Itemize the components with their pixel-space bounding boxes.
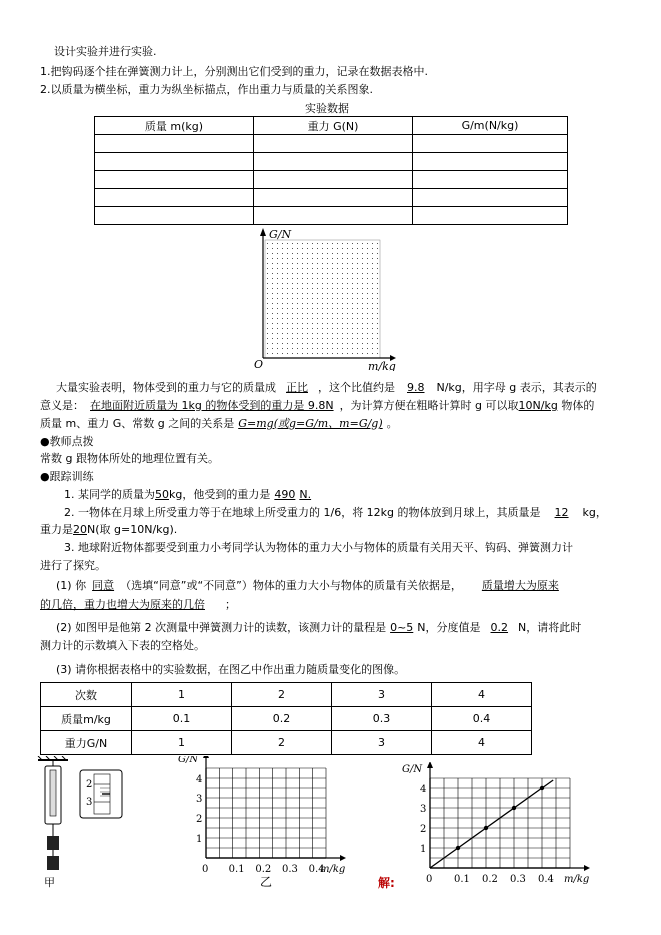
x-tick-label: 0.2 bbox=[255, 864, 272, 875]
conclusion-line-1: 大量实验表明，物体受到的重力与它的质量成 正比 ，这个比值约是 9.8 N/kg，用字母 g 表示，其表示的 bbox=[56, 381, 597, 394]
y-axis-label: G/N bbox=[178, 756, 199, 765]
table-row bbox=[95, 207, 568, 225]
y-tick-label: 1 bbox=[196, 834, 203, 845]
graph1-origin: O bbox=[254, 358, 264, 371]
scale-mark-lower: 3 bbox=[86, 797, 93, 808]
x-tick-label: 0.3 bbox=[510, 874, 526, 885]
table-cell: 0.4 bbox=[432, 707, 532, 731]
question-1: 1. 某同学的质量为50kg，他受到的重力是 490 N. bbox=[64, 488, 312, 501]
teacher-tips-heading: ●教师点拨 bbox=[40, 435, 94, 448]
x-axis-arrow bbox=[340, 855, 346, 861]
conclusion-line-2: 意义是： 在地面附近质量为 1kg 的物体受到的重力是 9.8N ，为计算方便在粗略计算时 g 可以取10N/kg 物体的 bbox=[40, 399, 595, 412]
question-3-line-1: 3. 地球附近物体都要受到重力小考同学认为物体的重力大小与物体的质量有关用天平、钩码、弹簧测力计 bbox=[64, 541, 573, 554]
y-tick-label: 2 bbox=[196, 814, 203, 825]
table-cell: 2 bbox=[232, 683, 332, 707]
data-point bbox=[484, 826, 488, 830]
table-cell: 1 bbox=[132, 731, 232, 755]
y-tick-label: 3 bbox=[420, 804, 427, 815]
x-axis-label: m/kg bbox=[564, 874, 590, 885]
spring-scale-figure bbox=[30, 756, 140, 891]
intro-line-1: 设计实验并进行实验. bbox=[54, 45, 157, 58]
x-axis-arrow bbox=[584, 865, 590, 871]
table1-caption: 实验数据 bbox=[305, 102, 349, 115]
answer-blank: 490 bbox=[274, 488, 296, 501]
answer-blank: 50 bbox=[155, 488, 169, 501]
figure-jia-label: 甲 bbox=[44, 876, 55, 889]
series-line bbox=[430, 780, 553, 868]
answer-blank: G=mg(或g=G/m、m=G/g) bbox=[238, 417, 383, 430]
table-row bbox=[95, 153, 568, 171]
y-tick-label: 3 bbox=[196, 794, 203, 805]
table-row bbox=[95, 189, 568, 207]
x-tick-label: 0.1 bbox=[228, 864, 245, 875]
x-tick-label: 0.4 bbox=[538, 874, 554, 885]
x-tick-label: 0 bbox=[426, 874, 433, 885]
y-axis-arrow bbox=[427, 762, 433, 768]
table-cell: 0.2 bbox=[232, 707, 332, 731]
sub-question-1-line-1: (1) 你 同意 （选填“同意”或“不同意”）物体的重力大小与物体的质量有关依据是， 质量增大为原来 bbox=[56, 579, 559, 592]
table-cell: 1 bbox=[132, 683, 232, 707]
table-cell: 3 bbox=[332, 683, 432, 707]
solution-label: 解: bbox=[378, 876, 395, 890]
data-table-1 bbox=[94, 116, 568, 225]
answer-blank: 同意 bbox=[92, 579, 115, 592]
teacher-tips-text: 常数 g 跟物体所处的地理位置有关。 bbox=[40, 452, 219, 465]
question-2-line-2: 重力是20N(取 g=10N/kg). bbox=[40, 523, 178, 536]
x-axis-label: m/kg bbox=[320, 864, 346, 875]
data-point bbox=[456, 846, 460, 850]
answer-blank: 9.8 bbox=[407, 381, 425, 394]
y-axis-label: G/N bbox=[402, 764, 423, 775]
figure-yi-label: 乙 bbox=[260, 875, 273, 889]
y-tick-label: 2 bbox=[420, 824, 427, 835]
answer-blank: 0~5 bbox=[390, 621, 414, 634]
y-axis-arrow bbox=[203, 756, 209, 758]
answer-blank: 质量增大为原来 bbox=[481, 579, 559, 592]
sub-question-3: (3) 请你根据表格中的实验数据，在图乙中作出重力随质量变化的图像。 bbox=[56, 663, 406, 676]
practice-heading: ●跟踪训练 bbox=[40, 470, 94, 483]
table-row bbox=[95, 135, 568, 153]
graph1-ylabel: G/N bbox=[269, 228, 292, 241]
x-tick-label: 0.3 bbox=[282, 864, 298, 875]
table1-header: 重力 G(N) bbox=[254, 117, 413, 135]
intro-line-3: 2.以质量为横坐标，重力为纵坐标描点，作出重力与质量的关系图象. bbox=[40, 83, 373, 96]
table-row bbox=[41, 731, 532, 755]
table1-header: G/m(N/kg) bbox=[413, 117, 568, 135]
x-tick-label: 0 bbox=[202, 864, 209, 875]
scale-mark-upper: 2 bbox=[86, 779, 93, 790]
data-point bbox=[512, 806, 516, 810]
row-label: 重力G/N bbox=[41, 731, 132, 755]
table-cell: 0.3 bbox=[332, 707, 432, 731]
table-cell: 0.1 bbox=[132, 707, 232, 731]
answer-blank: 正比 bbox=[286, 381, 308, 394]
question-3-line-2: 进行了探究。 bbox=[40, 559, 106, 572]
conclusion-line-3: 质量 m、重力 G、常数 g 之间的关系是 G=mg(或g=G/m、m=G/g) 。 bbox=[40, 417, 398, 430]
table-cell: 4 bbox=[432, 731, 532, 755]
table-cell: 3 bbox=[332, 731, 432, 755]
graph-yi bbox=[168, 756, 368, 891]
x-tick-label: 0.2 bbox=[482, 874, 498, 885]
answer-blank: 0.2 bbox=[490, 621, 509, 634]
y-tick-label: 4 bbox=[196, 774, 203, 785]
data-point bbox=[540, 786, 544, 790]
answer-blank: 在地面附近质量为 1kg 的物体受到的重力是 9.8N bbox=[90, 399, 334, 412]
y-tick-label: 1 bbox=[420, 844, 427, 855]
answer-blank: 12 bbox=[554, 506, 569, 519]
row-label: 次数 bbox=[41, 683, 132, 707]
sub-question-2-line-2: 测力计的示数填入下表的空格处。 bbox=[40, 639, 205, 652]
answer-blank: 10N/kg bbox=[518, 399, 558, 412]
table-cell: 4 bbox=[432, 683, 532, 707]
row-label: 质量m/kg bbox=[41, 707, 132, 731]
table-row bbox=[41, 707, 532, 731]
blank-graph-grid bbox=[250, 226, 410, 371]
intro-line-2: 1.把钩码逐个挂在弹簧测力计上，分别测出它们受到的重力，记录在数据表格中. bbox=[40, 65, 428, 78]
table-row bbox=[95, 171, 568, 189]
sub-question-1-line-2: 的几倍，重力也增大为原来的几倍 ； bbox=[40, 598, 236, 611]
x-tick-label: 0.1 bbox=[454, 874, 470, 885]
graph-jie bbox=[398, 762, 598, 892]
x-tick-label: 0.4 bbox=[308, 864, 325, 875]
sub-question-2-line-1: (2) 如图甲是他第 2 次测量中弹簧测力计的读数，该测力计的量程是 0~5 N，分度值是 0.2 N，请将此时 bbox=[56, 621, 582, 634]
table-row bbox=[41, 683, 532, 707]
answer-blank: 的几倍，重力也增大为原来的几倍 bbox=[40, 598, 205, 611]
table-cell: 2 bbox=[232, 731, 332, 755]
graph1-xlabel: m/kg bbox=[368, 360, 396, 371]
table1-header: 质量 m(kg) bbox=[95, 117, 254, 135]
data-table-2 bbox=[40, 682, 532, 755]
question-2-line-1: 2. 一物体在月球上所受重力等于在地球上所受重力的 1/6，将 12kg 的物体放到月球上，其质量是 12 kg， bbox=[64, 506, 607, 519]
y-tick-label: 4 bbox=[420, 784, 427, 795]
answer-blank: 20 bbox=[73, 523, 87, 536]
